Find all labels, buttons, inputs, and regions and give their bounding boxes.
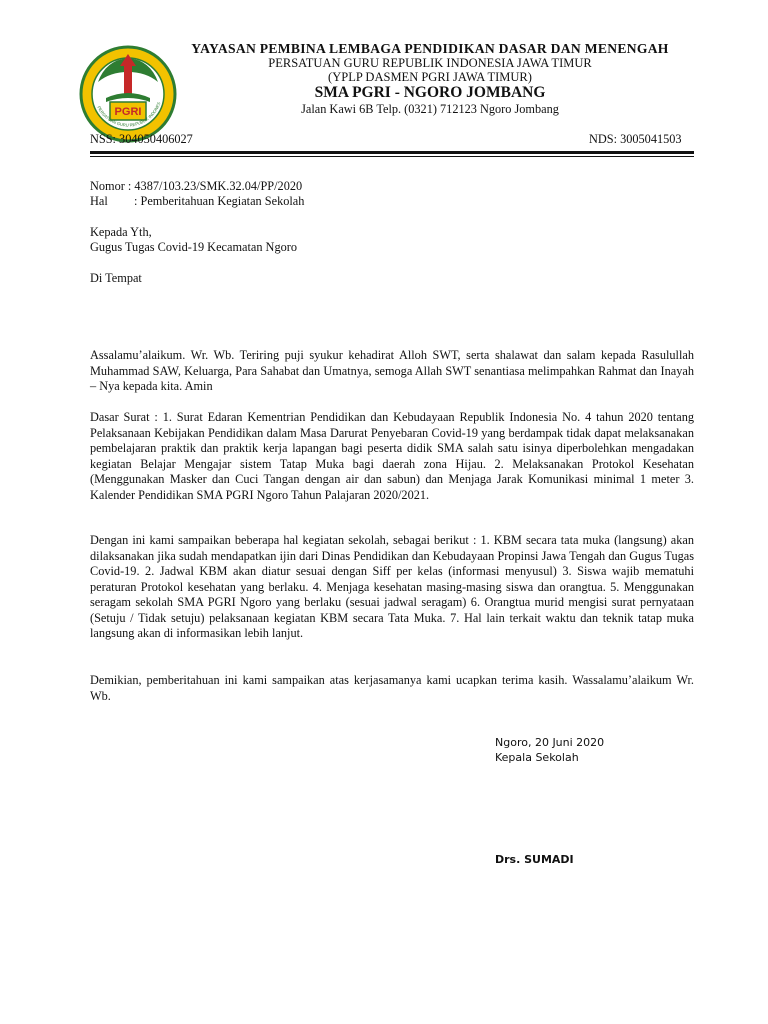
recipient-salutation: Kepada Yth, (90, 225, 152, 239)
association-name: PERSATUAN GURU REPUBLIK INDONESIA JAWA TIMUR (268, 56, 592, 70)
foundation-name: YAYASAN PEMBINA LEMBAGA PENDIDIKAN DASAR DAN MENENGAH (191, 41, 669, 56)
letter-subject: : Pemberitahuan Kegiatan Sekolah (134, 194, 305, 208)
closing-paragraph: Demikian, pemberitahuan ini kami sampaikan atas kerjasamanya kami ucapkan terima kasih. Wassalamu’alaikum Wr. Wb. (90, 673, 694, 703)
signature-position: Kepala Sekolah (495, 751, 579, 764)
opening-paragraph: Assalamu’alaikum. Wr. Wb. Teriring puji syukur kehadirat Alloh SWT, serta shalawat dan salam kepada Rasulullah Muhammad SAW, Keluarga, Para Sahabat dan Umatnya, semoga Allah SWT senantiasa melimpahkan Rahmat dan Inayah – Nya kepada kita. Amin (90, 348, 694, 393)
logo-ring-text: PERSATUAN GURU REPUBLIK INDONES (96, 101, 162, 128)
recipient-place: Di Tempat (90, 271, 142, 285)
basis-paragraph: Dasar Surat : 1. Surat Edaran Kementrian Pendidikan dan Kebudayaan Republik Indonesia No. 4 tahun 2020 tentang Pelaksanaan Kebijakan Pendidikan dalam Masa Darurat Penyebaran Covid-19 yang berdampak tidak dapat melaksanakan pembelajaran praktik dan praktik kerja lapangan bagi peserta didik SMA salah satu isinya diperbolehkan mengadakan kegiatan Belajar Mengajar sistem Tatap Muka bagi daerah zona Hijau. 2. Melaksanakan Protokol Kesehatan (Menggunakan Masker dan Cuci Tangan dengan air dan sabun) dan Menjaga Jarak Komunikasi minimal 1 meter 3. Kalender Pendidikan SMA PGRI Ngoro Tahun Palajaran 2020/2021. (90, 410, 694, 502)
signature-place-date: Ngoro, 20 Juni 2020 (495, 736, 605, 749)
letterhead-rule-thick (90, 151, 694, 154)
school-name: SMA PGRI - NGORO JOMBANG (314, 84, 546, 101)
branch-name: (YPLP DASMEN PGRI JAWA TIMUR) (328, 70, 532, 84)
signature-name: Drs. SUMADI (495, 853, 574, 866)
activities-paragraph: Dengan ini kami sampaikan beberapa hal kegiatan sekolah, sebagai berikut : 1. KBM secara tata muka (langsung) akan dilaksanakan jika sudah mendapatkan ijin dari Dinas Pendidikan dan Kebudayaan Propinsi Jawa Tengah dan Gugus Tugas Covid-19. 2. Jadwal KBM akan diatur sesuai dengan Siff per kelas (informasi menyusul) 3. Siswa wajib mematuhi peraturan Protokol kesehatan yang berlaku. 4. Menjaga kesehatan masing-masing siswa dan orangtua. 5. Menggunakan seragam sekolah SMA PGRI Ngoro yang berlaku (sesuai jadwal seragam) 6. Orangtua murid mengisi surat pernyataan (Setuju / Tidak setuju) pelaksanaan kegiatan KBM secara Tata Muka. 7. Hal lain terkait waktu dan teknik tatap muka langsung akan di informasikan lebih lanjut. (90, 533, 694, 640)
nss-number: NSS: 304050406027 (90, 132, 193, 146)
school-address: Jalan Kawi 6B Telp. (0321) 712123 Ngoro Jombang (301, 102, 559, 116)
letter-number: Nomor : 4387/103.23/SMK.32.04/PP/2020 (90, 179, 303, 193)
nds-number: NDS: 3005041503 (589, 132, 682, 146)
recipient-name: Gugus Tugas Covid-19 Kecamatan Ngoro (90, 240, 297, 254)
logo-text: PGRI (114, 106, 142, 118)
letterhead-rule-thin (90, 156, 694, 157)
letter-subject-label: Hal (90, 194, 108, 208)
